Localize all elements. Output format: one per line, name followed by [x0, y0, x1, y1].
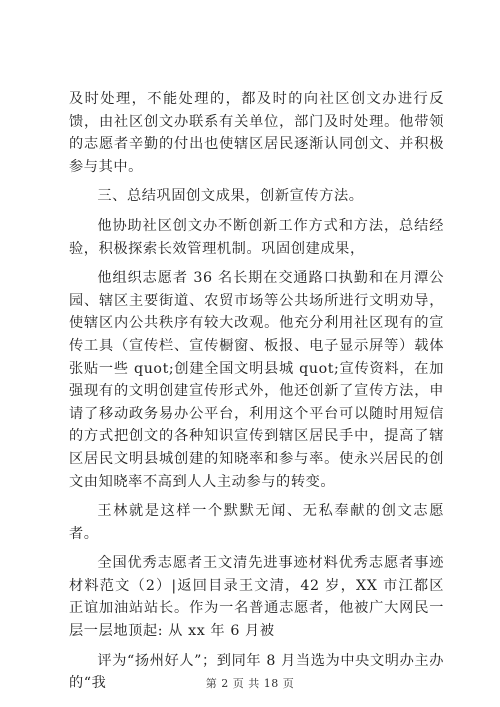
paragraph-3: 他协助社区创文办不断创新工作方式和方法，总结经验，积极探索长效管理机制。巩固创建成果， — [69, 217, 444, 257]
paragraph-1: 及时处理，不能处理的，都及时的向社区创文办进行反馈，由社区创文办联系有关单位，部门及时处理。他带领的志愿者辛勤的付出也使辖区居民逐渐认同创文、并积极参与其中。 — [69, 91, 444, 175]
paragraph-7: 评为“扬州好人”；到同年 8 月当选为中央文明办主办的“我 — [69, 652, 444, 692]
page-number-footer: 第 2 页 共 18 页 — [205, 677, 295, 690]
paragraph-4: 他组织志愿者 36 名长期在交通路口执勤和在月潭公园、辖区主要街道、农贸市场等公共场所进行文明劝导，使辖区内公共秩序有较大改观。他充分利用社区现有的宣传工具（宣传栏、宣传橱窗、板报、电子显示屏等）载体张贴一些 quot;创建全国文明县城 quot;宣传资料，在加强现有的文明创建宣传形式外，他还创新了宣传方法，申请了移动政务易办公平台，利用这个平台可以随时用短信的方式把创文的各种知识宣传到辖区居民手中，提高了辖区居民文明县城创建的知晓率和参与率。使永兴居民的创文由知晓率不高到人人主动参与的转变。 — [69, 270, 444, 490]
paragraph-6: 全国优秀志愿者王文清先进事迹材料优秀志愿者事迹材料范文（2）|返回目录王文清，42 岁，XX 市江都区正谊加油站站长。作为一名普通志愿者，他被广大网民一层一层地顶起: 从 xx 年 6 月被 — [69, 555, 444, 640]
document-body — [69, 88, 444, 702]
paragraph-5: 王林就是这样一个默默无闻、无私奉献的创文志愿者。 — [69, 503, 444, 542]
section-heading: 三、总结巩固创文成果，创新宣传方法。 — [97, 188, 364, 205]
